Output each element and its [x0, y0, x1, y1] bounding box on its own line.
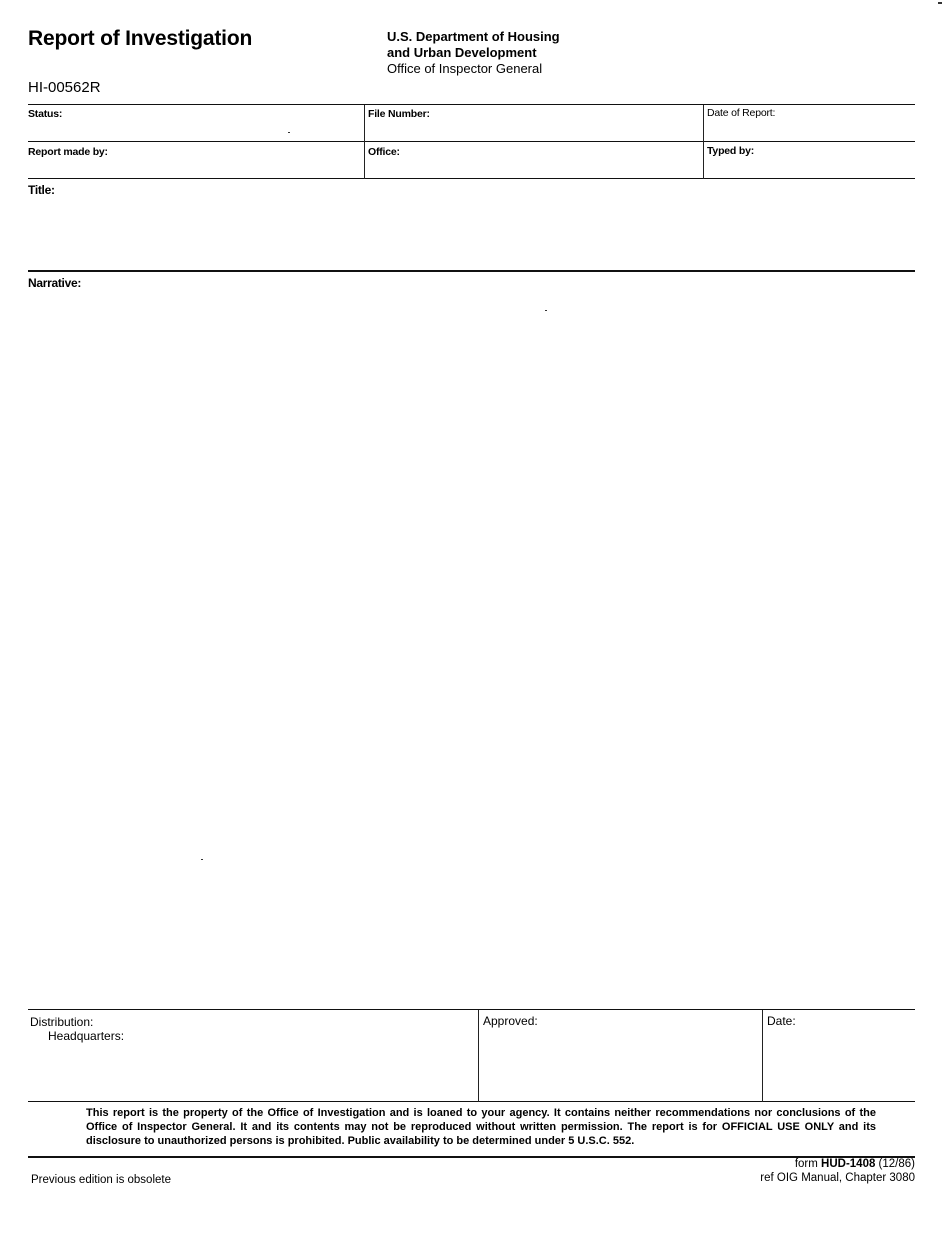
- form-number-line: form HUD-1408 (12/86): [794, 1158, 915, 1170]
- grid-bottom-rule: [28, 178, 915, 179]
- report-made-by-label: Report made by:: [28, 146, 108, 158]
- previous-edition-note: Previous edition is obsolete: [31, 1174, 171, 1186]
- headquarters-label: Headquarters:: [48, 1029, 125, 1043]
- date-label: Date:: [767, 1014, 796, 1028]
- agency-line-2: and Urban Development: [387, 45, 537, 60]
- status-field[interactable]: [28, 108, 62, 120]
- date-field[interactable]: [767, 1014, 796, 1028]
- narrative-label: Narrative:: [28, 276, 82, 290]
- typed-by-label: Typed by:: [707, 145, 755, 157]
- grid-divider-2: [703, 105, 704, 179]
- scan-speck: [288, 132, 290, 133]
- date-of-report-label: Date of Report:: [707, 107, 776, 119]
- status-label: Status:: [28, 108, 63, 120]
- distribution-field[interactable]: [30, 1015, 124, 1043]
- property-notice: This report is the property of the Office of Investigation and is loaned to your agency. It contains neither recommendations nor conclusions of the Office of Inspector General. It and its contents may not be reproduced without written permission. The report is for OFFICIAL USE ONLY and its disclosure to unauthorized persons is prohibited. Public availability to be determined under 5 U.S.C. 552.: [86, 1107, 876, 1147]
- scan-speck: [938, 2, 942, 4]
- title-bottom-rule: [28, 270, 915, 272]
- footer-box-divider-1: [478, 1010, 479, 1102]
- typed-by-field[interactable]: [707, 145, 754, 157]
- title-label: Title:: [28, 183, 55, 197]
- file-number-label: File Number:: [368, 108, 430, 120]
- approved-label: Approved:: [483, 1014, 538, 1028]
- office-label: Office:: [368, 146, 400, 158]
- form-reference: [760, 1157, 915, 1185]
- distribution-label: Distribution:: [30, 1015, 94, 1029]
- report-title: Report of Investigation: [28, 27, 253, 50]
- date-of-report-field[interactable]: [707, 107, 775, 119]
- scan-speck: [545, 310, 547, 311]
- agency-line-3: Office of Inspector General: [387, 61, 543, 76]
- form-number: HUD-1408: [821, 1158, 876, 1170]
- scan-speck: [201, 859, 203, 860]
- agency-line-1: U.S. Department of Housing: [387, 29, 560, 44]
- form-code: HI-00562R: [28, 79, 101, 96]
- grid-top-rule: [28, 104, 915, 105]
- title-field[interactable]: [28, 183, 55, 197]
- file-number-field[interactable]: [368, 108, 430, 120]
- footer-box-top-rule: [28, 1009, 915, 1010]
- agency-block: [387, 29, 560, 77]
- grid-middle-rule: [28, 141, 915, 142]
- footer-box-divider-2: [762, 1010, 763, 1102]
- grid-divider-1: [364, 105, 365, 179]
- report-made-by-field[interactable]: [28, 146, 108, 158]
- footer-box-bottom-rule: [28, 1101, 915, 1102]
- approved-field[interactable]: [483, 1014, 538, 1028]
- narrative-field[interactable]: [28, 276, 81, 290]
- office-field[interactable]: [368, 146, 400, 158]
- manual-reference: ref OIG Manual, Chapter 3080: [760, 1172, 915, 1184]
